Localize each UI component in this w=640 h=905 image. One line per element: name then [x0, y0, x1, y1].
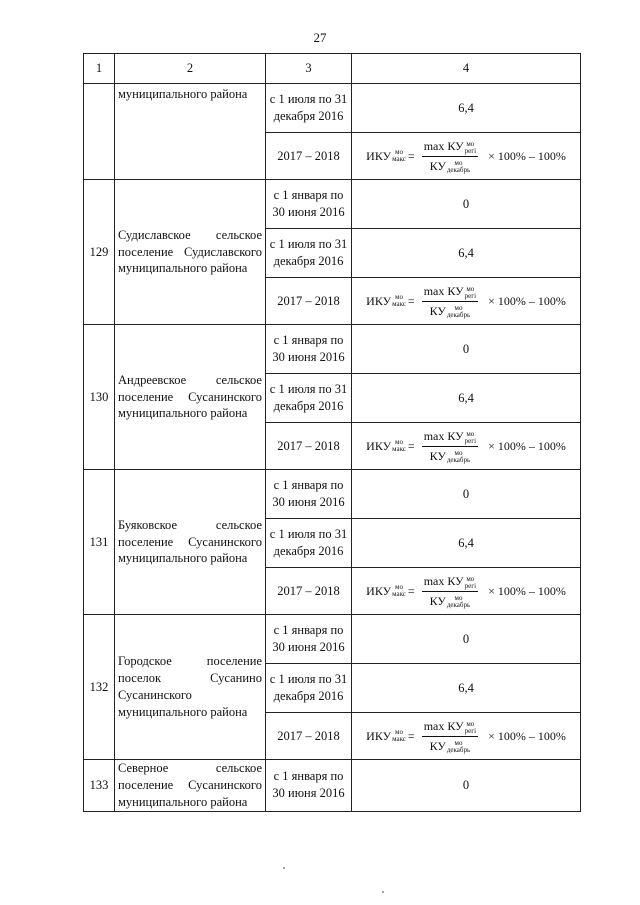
period-cell: с 1 января по 30 июня 2016 — [266, 760, 352, 812]
formula-num-prefix: max КУ — [423, 574, 464, 589]
column-header: 2 — [115, 54, 266, 84]
period-cell: с 1 января по 30 июня 2016 — [266, 470, 352, 519]
table-row — [84, 180, 581, 229]
formula-lhs-sup: мо — [395, 293, 403, 301]
period-cell: 2017 – 2018 — [266, 423, 352, 470]
formula-tail: × 100% – 100% — [488, 148, 566, 163]
period-cell: с 1 июля по 31 декабря 2016 — [266, 229, 352, 278]
value-cell: 0 — [352, 470, 581, 519]
formula-num-sup: мо — [466, 574, 475, 583]
formula-lhs-sup: мо — [395, 583, 403, 591]
value-cell: 0 — [352, 325, 581, 374]
value-cell — [352, 713, 581, 760]
period-cell: 2017 – 2018 — [266, 278, 352, 325]
formula-lhs-sup: мо — [395, 438, 403, 446]
period-cell: с 1 июля по 31 декабря 2016 — [266, 84, 352, 133]
formula-den-sup: мо — [454, 303, 463, 312]
value-cell: 6,4 — [352, 374, 581, 423]
formula-den-sup: мо — [454, 593, 463, 602]
table-header-row — [84, 54, 581, 84]
formula-num-sub-index: i — [474, 291, 477, 300]
period-cell: с 1 января по 30 июня 2016 — [266, 180, 352, 229]
period-cell: 2017 – 2018 — [266, 133, 352, 180]
municipality-name-cell: Буяковское сельское поселение Сусанинского муниципального района — [115, 470, 266, 615]
formula-lhs-indices — [392, 584, 406, 598]
value-cell: 0 — [352, 615, 581, 664]
formula-tail: × 100% – 100% — [488, 293, 566, 308]
formula-num-indices — [465, 721, 476, 735]
formula-numerator — [422, 428, 478, 446]
formula-den-base: КУ — [429, 158, 446, 173]
formula-den-sub: декабрь — [446, 455, 471, 464]
value-cell — [352, 278, 581, 325]
formula-num-prefix: max КУ — [423, 429, 464, 444]
formula-den-base: КУ — [429, 593, 446, 608]
formula-denominator — [430, 302, 471, 319]
value-cell: 6,4 — [352, 664, 581, 713]
formula-numerator — [422, 718, 478, 736]
formula-lhs-indices — [392, 439, 406, 453]
formula-fraction — [422, 428, 478, 464]
formula-num-sub-wrap — [465, 583, 476, 590]
formula — [366, 283, 566, 319]
value-cell — [352, 133, 581, 180]
formula-den-sup: мо — [454, 738, 463, 747]
formula-num-sub: рег — [464, 291, 475, 300]
value-cell — [352, 423, 581, 470]
formula — [366, 138, 566, 174]
formula-num-sub: рег — [464, 581, 475, 590]
formula-den-indices — [447, 160, 470, 174]
formula-den-sub: декабрь — [446, 310, 471, 319]
formula-den-sub: декабрь — [446, 745, 471, 754]
period-cell: с 1 июля по 31 декабря 2016 — [266, 519, 352, 568]
formula-num-sup: мо — [466, 719, 475, 728]
period-cell: с 1 января по 30 июня 2016 — [266, 325, 352, 374]
formula-den-indices — [447, 595, 470, 609]
value-cell: 0 — [352, 760, 581, 812]
formula — [366, 428, 566, 464]
formula-num-sup: мо — [466, 429, 475, 438]
formula-lhs-indices — [392, 149, 406, 163]
period-cell: с 1 января по 30 июня 2016 — [266, 615, 352, 664]
value-cell: 6,4 — [352, 519, 581, 568]
scan-speck — [382, 891, 384, 893]
scan-speck — [283, 867, 285, 869]
formula-den-indices — [447, 450, 470, 464]
formula-num-sup: мо — [466, 284, 475, 293]
formula-den-indices — [447, 305, 470, 319]
formula — [366, 573, 566, 609]
formula-num-sub-wrap — [465, 148, 476, 155]
formula-lhs: ИКУ — [366, 293, 392, 308]
period-cell: 2017 – 2018 — [266, 568, 352, 615]
formula-equals: = — [407, 438, 415, 453]
table-row — [84, 615, 581, 664]
formula-fraction — [422, 573, 478, 609]
municipality-name-cell: Городское поселение поселок Сусанино Сусанинского муниципального района — [115, 615, 266, 760]
formula-equals: = — [407, 293, 415, 308]
formula-lhs-sup: мо — [395, 148, 403, 156]
formula-tail: × 100% – 100% — [488, 583, 566, 598]
formula-tail: × 100% – 100% — [488, 438, 566, 453]
formula-lhs-sub: макс — [392, 590, 406, 598]
column-header: 3 — [266, 54, 352, 84]
formula-num-sub: рег — [464, 436, 475, 445]
value-cell — [352, 568, 581, 615]
formula-den-sub: декабрь — [446, 165, 471, 174]
formula-denominator — [430, 592, 471, 609]
formula-num-sub-index: i — [474, 436, 477, 445]
formula-num-prefix: max КУ — [423, 139, 464, 154]
formula-lhs: ИКУ — [366, 438, 392, 453]
table-row — [84, 84, 581, 133]
formula-den-base: КУ — [429, 448, 446, 463]
tariff-table — [83, 53, 581, 812]
formula-fraction — [422, 138, 478, 174]
table-row — [84, 470, 581, 519]
period-cell: с 1 июля по 31 декабря 2016 — [266, 664, 352, 713]
column-header: 1 — [84, 54, 115, 84]
formula-num-sub-wrap — [465, 728, 476, 735]
formula-num-sub-index: i — [474, 726, 477, 735]
formula-lhs: ИКУ — [366, 583, 392, 598]
formula — [366, 718, 566, 754]
row-number-cell: 131 — [84, 470, 115, 615]
row-number-cell: 133 — [84, 760, 115, 812]
formula-den-indices — [447, 740, 470, 754]
formula-num-sub-index: i — [474, 581, 477, 590]
formula-num-sub-wrap — [465, 438, 476, 445]
table-row — [84, 760, 581, 812]
formula-denominator — [430, 157, 471, 174]
period-cell: с 1 июля по 31 декабря 2016 — [266, 374, 352, 423]
period-cell: 2017 – 2018 — [266, 713, 352, 760]
formula-lhs-sub: макс — [392, 300, 406, 308]
table-row — [84, 325, 581, 374]
formula-num-sup: мо — [466, 139, 475, 148]
formula-lhs-indices — [392, 294, 406, 308]
value-cell: 0 — [352, 180, 581, 229]
formula-denominator — [430, 737, 471, 754]
formula-num-prefix: max КУ — [423, 719, 464, 734]
page-number: 27 — [313, 30, 327, 45]
row-number-cell: 132 — [84, 615, 115, 760]
formula-num-sub-wrap — [465, 293, 476, 300]
formula-num-sub-index: i — [474, 146, 477, 155]
formula-lhs: ИКУ — [366, 148, 392, 163]
formula-equals: = — [407, 148, 415, 163]
value-cell: 6,4 — [352, 229, 581, 278]
formula-num-indices — [465, 286, 476, 300]
formula-numerator — [422, 573, 478, 591]
formula-num-prefix: max КУ — [423, 284, 464, 299]
formula-lhs-sub: макс — [392, 155, 406, 163]
formula-denominator — [430, 447, 471, 464]
column-header: 4 — [352, 54, 581, 84]
value-cell: 6,4 — [352, 84, 581, 133]
row-number-cell: 129 — [84, 180, 115, 325]
formula-den-sup: мо — [454, 448, 463, 457]
formula-lhs: ИКУ — [366, 728, 392, 743]
formula-lhs-sub: макс — [392, 445, 406, 453]
formula-den-base: КУ — [429, 303, 446, 318]
formula-numerator — [422, 138, 478, 156]
formula-den-sub: декабрь — [446, 600, 471, 609]
formula-lhs-sup: мо — [395, 728, 403, 736]
formula-num-sub: рег — [464, 726, 475, 735]
formula-fraction — [422, 718, 478, 754]
formula-equals: = — [407, 583, 415, 598]
row-number-cell: 130 — [84, 325, 115, 470]
municipality-name-cell: муниципального района — [115, 84, 266, 180]
formula-fraction — [422, 283, 478, 319]
formula-tail: × 100% – 100% — [488, 728, 566, 743]
formula-equals: = — [407, 728, 415, 743]
formula-lhs-indices — [392, 729, 406, 743]
row-number-cell — [84, 84, 115, 180]
municipality-name-cell: Андреевское сельское поселение Сусанинского муниципального района — [115, 325, 266, 470]
formula-num-sub: рег — [464, 146, 475, 155]
formula-num-indices — [465, 431, 476, 445]
formula-num-indices — [465, 576, 476, 590]
formula-lhs-sub: макс — [392, 735, 406, 743]
municipality-name-cell: Северное сельское поселение Сусанинского муниципального района — [115, 760, 266, 812]
formula-numerator — [422, 283, 478, 301]
formula-den-base: КУ — [429, 738, 446, 753]
formula-num-indices — [465, 141, 476, 155]
municipality-name-cell: Судиславское сельское поселение Судиславского муниципального района — [115, 180, 266, 325]
formula-den-sup: мо — [454, 158, 463, 167]
